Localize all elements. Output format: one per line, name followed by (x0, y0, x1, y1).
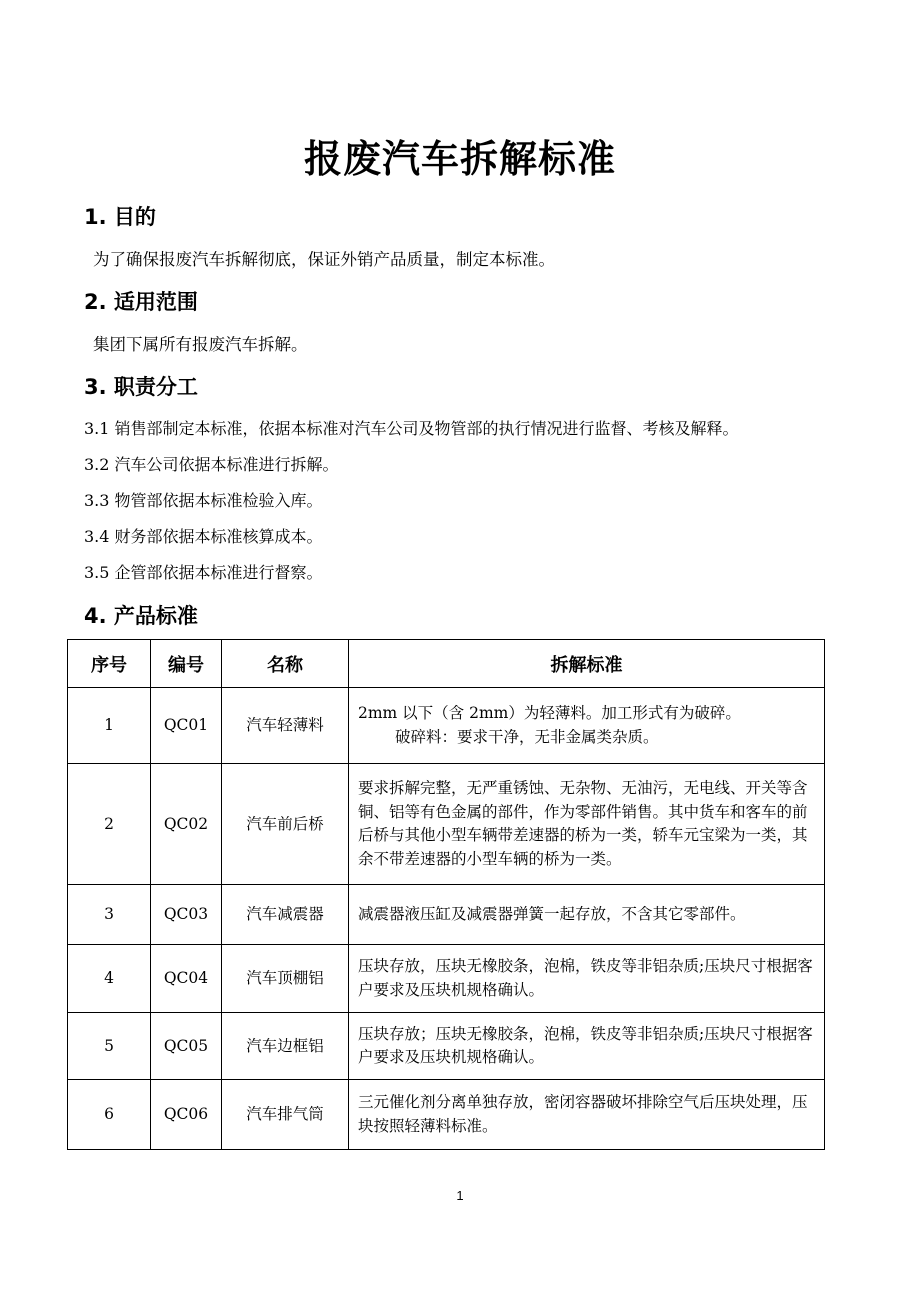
standard-line: 破碎料：要求干净，无非金属类杂质。 (395, 727, 659, 746)
cell-standard: 减震器液压缸及减震器弹簧一起存放，不含其它零部件。 (349, 885, 825, 945)
cell-name: 汽车前后桥 (222, 764, 349, 885)
cell-standard: 要求拆解完整，无严重锈蚀、无杂物、无油污，无电线、开关等含铜、铝等有色金属的部件，作为零部件销售。其中货车和客车的前后桥与其他小型车辆带差速器的桥为一类，轿车元宝梁为一类，其余不带差速器的小型车辆的桥为一类。 (349, 764, 825, 885)
product-standard-table (67, 639, 825, 1150)
section-purpose-heading: 1. 目的 (84, 205, 156, 229)
table-row (68, 1013, 825, 1080)
header-standard: 拆解标准 (349, 640, 825, 688)
table-row (68, 885, 825, 945)
cell-code: QC02 (151, 764, 222, 885)
section-purpose-text: 为了确保报废汽车拆解彻底，保证外销产品质量，制定本标准。 (93, 250, 555, 269)
header-code: 编号 (151, 640, 222, 688)
cell-standard (349, 688, 825, 764)
cell-code: QC01 (151, 688, 222, 764)
cell-name: 汽车边框铝 (222, 1013, 349, 1080)
cell-no: 3 (68, 885, 151, 945)
table-row (68, 688, 825, 764)
section-duties-heading: 3. 职责分工 (84, 375, 198, 399)
cell-code: QC05 (151, 1013, 222, 1080)
cell-code: QC06 (151, 1080, 222, 1150)
cell-name: 汽车排气筒 (222, 1080, 349, 1150)
duty-item: 3.5 企管部依据本标准进行督察。 (84, 563, 323, 582)
cell-no: 6 (68, 1080, 151, 1150)
cell-code: QC04 (151, 945, 222, 1013)
cell-no: 4 (68, 945, 151, 1013)
cell-no: 2 (68, 764, 151, 885)
section-product-heading: 4. 产品标准 (84, 604, 198, 628)
page-number: 1 (456, 1188, 464, 1203)
cell-code: QC03 (151, 885, 222, 945)
cell-standard: 压块存放；压块无橡胶条，泡棉，铁皮等非铝杂质;压块尺寸根据客户要求及压块机规格确认。 (349, 1013, 825, 1080)
cell-name: 汽车减震器 (222, 885, 349, 945)
cell-no: 5 (68, 1013, 151, 1080)
cell-standard: 三元催化剂分离单独存放，密闭容器破坏排除空气后压块处理，压块按照轻薄料标准。 (349, 1080, 825, 1150)
duty-item: 3.4 财务部依据本标准核算成本。 (84, 527, 323, 546)
header-no: 序号 (68, 640, 151, 688)
cell-no: 1 (68, 688, 151, 764)
section-scope-heading: 2. 适用范围 (84, 290, 198, 314)
section-scope-text: 集团下属所有报废汽车拆解。 (93, 335, 308, 354)
cell-name: 汽车顶棚铝 (222, 945, 349, 1013)
document-title: 报废汽车拆解标准 (303, 137, 616, 181)
cell-name: 汽车轻薄料 (222, 688, 349, 764)
duty-item: 3.2 汽车公司依据本标准进行拆解。 (84, 455, 339, 474)
table-row (68, 945, 825, 1013)
duty-item: 3.1 销售部制定本标准，依据本标准对汽车公司及物管部的执行情况进行监督、考核及解释。 (84, 419, 739, 438)
header-name: 名称 (222, 640, 349, 688)
table-row (68, 1080, 825, 1150)
table-row (68, 764, 825, 885)
table-header-row (68, 640, 825, 688)
standard-line: 2mm 以下（含 2mm）为轻薄料。加工形式有为破碎。 (358, 704, 741, 722)
cell-standard: 压块存放，压块无橡胶条，泡棉，铁皮等非铝杂质;压块尺寸根据客户要求及压块机规格确认。 (349, 945, 825, 1013)
duty-item: 3.3 物管部依据本标准检验入库。 (84, 491, 323, 510)
